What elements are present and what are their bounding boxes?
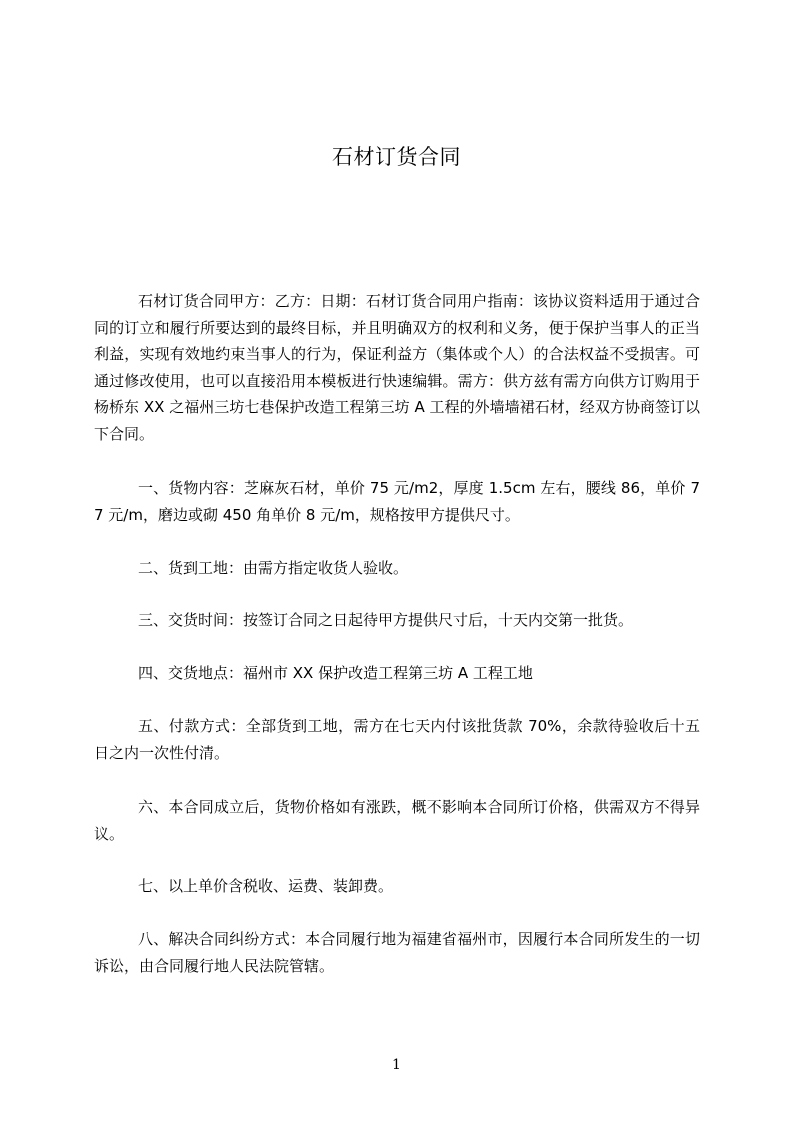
clause-delivery-time: 三、交货时间：按签订合同之日起待甲方提供尺寸后，十天内交第一批货。 — [138, 611, 634, 629]
page-number: 1 — [392, 1057, 401, 1073]
clause-payment: 五、付款方式：全部货到工地，需方在七天内付该批货款 70%，余款待验收后十五日之内一次性付清。 — [94, 717, 700, 762]
clause-delivery-location: 四、交货地点：福州市 XX 保护改造工程第三坊 A 工程工地 — [138, 664, 533, 682]
clause-goods-content: 一、货物内容：芝麻灰石材，单价 75 元/m2，厚度 1.5cm 左右，腰线 86，单价 77 元/m，磨边或砌 450 角单价 8 元/m，规格按甲方提供尺寸。 — [94, 479, 700, 524]
clause-price-includes: 七、以上单价含税收、运费、装卸费。 — [138, 877, 394, 895]
document-title: 石材订货合同 — [332, 145, 461, 169]
clause-dispute-resolution: 八、解决合同纠纷方式：本合同履行地为福建省福州市，因履行本合同所发生的一切诉讼，由合同履行地人民法院管辖。 — [94, 930, 700, 975]
clause-delivery-site: 二、货到工地：由需方指定收货人验收。 — [138, 559, 409, 577]
intro-paragraph: 石材订货合同甲方：乙方：日期：石材订货合同用户指南：该协议资料适用于通过合同的订立和履行所要达到的最终目标，并且明确双方的权利和义务，便于保护当事人的正当利益，实现有效地约束当事人的行为，保证利益方（集体或个人）的合法权益不受损害。可通过修改使用，也可以直接沿用本模板进行快速编辑。需方：供方兹有需方向供方订购用于杨桥东 XX 之福州三坊七巷保护改造工程第三坊 A 工程的外墙墙裙石材，经双方协商签订以下合同。 — [94, 292, 700, 443]
clause-price-change: 六、本合同成立后，货物价格如有涨跌，概不影响本合同所订价格，供需双方不得异议。 — [94, 798, 700, 843]
